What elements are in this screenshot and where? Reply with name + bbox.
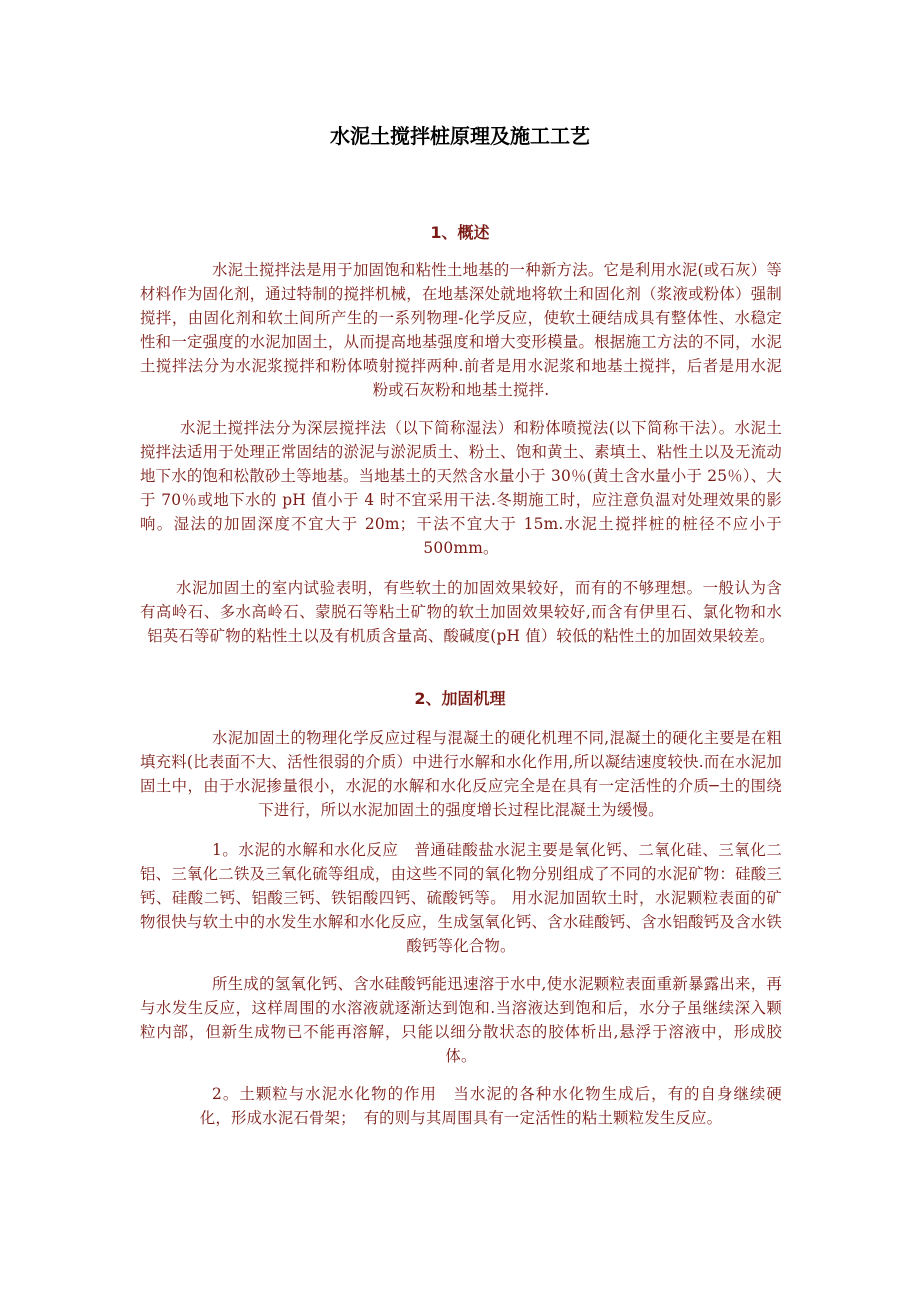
paragraph-overview-2: 水泥土搅拌法分为深层搅拌法（以下简称湿法）和粉体喷搅法(以下简称干法）。水泥土搅拌法适用于处理正常固结的淤泥与淤泥质土、粉土、饱和黄土、素填土、粘性土以及无流动地下水的饱和松散砂土等地基。当地基土的天然含水量小于 30％(黄土含水量小于 25％）、大于 70％或地下水的 pH 值小于 4 时不宜采用干法.冬期施工时，应注意负温对处理效果的影响。湿法的加固深度不宜大于 20m；干法不宜大于 15m.水泥土搅拌桩的桩径不应小于 500mm。 — [140, 419, 782, 557]
paragraph-mechanism-3: 所生成的氢氧化钙、含水硅酸钙能迅速溶于水中,使水泥颗粒表面重新暴露出来，再与水发生反应，这样周围的水溶液就逐渐达到饱和.当溶液达到饱和后，水分子虽继续深入颗粒内部，但新生成物已不能再溶解，只能以细分散状态的胶体析出,悬浮于溶液中，形成胶体。 — [140, 975, 782, 1065]
section-heading-mechanism: 2、加固机理 — [414, 689, 506, 708]
page-title: 水泥土搅拌桩原理及施工工艺 — [330, 124, 590, 148]
paragraph-overview-3: 水泥加固土的室内试验表明，有些软土的加固效果较好，而有的不够理想。一般认为含有高岭石、多水高岭石、蒙脱石等粘土矿物的软土加固效果较好,而含有伊里石、氯化物和水铝英石等矿物的粘性土以及有机质含量高、酸碱度(pH 值）较低的粘性土的加固效果较差。 — [140, 579, 782, 645]
paragraph-mechanism-2: 1。水泥的水解和水化反应 普通硅酸盐水泥主要是氧化钙、二氧化硅、三氧化二铝、三氧化二铁及三氧化硫等组成，由这些不同的氧化物分别组成了不同的水泥矿物：硅酸三钙、硅酸二钙、铝酸三钙、铁铝酸四钙、硫酸钙等。 用水泥加固软土时，水泥颗粒表面的矿物很快与软土中的水发生水解和水化反应，生成氢氧化钙、含水硅酸钙、含水铝酸钙及含水铁酸钙等化合物。 — [140, 841, 782, 955]
section-heading-overview: 1、概述 — [430, 223, 490, 242]
paragraph-mechanism-4: 2。土颗粒与水泥水化物的作用 当水泥的各种水化物生成后，有的自身继续硬化，形成水泥石骨架； 有的则与其周围具有一定活性的粘土颗粒发生反应。 — [199, 1085, 782, 1127]
paragraph-overview-1: 水泥土搅拌法是用于加固饱和粘性土地基的一种新方法。它是利用水泥(或石灰）等材料作为固化剂，通过特制的搅拌机械，在地基深处就地将软土和固化剂（浆液或粉体）强制搅拌，由固化剂和软土间所产生的一系列物理-化学反应，使软土硬结成具有整体性、水稳定性和一定强度的水泥加固土，从而提高地基强度和增大变形模量。根据施工方法的不同，水泥土搅拌法分为水泥浆搅拌和粉体喷射搅拌两种.前者是用水泥浆和地基土搅拌，后者是用水泥粉或石灰粉和地基土搅拌. — [140, 261, 782, 399]
paragraph-mechanism-1: 水泥加固土的物理化学反应过程与混凝土的硬化机理不同,混凝土的硬化主要是在粗填充料(比表面不大、活性很弱的介质）中进行水解和水化作用,所以凝结速度较快.而在水泥加固土中，由于水泥掺量很小，水泥的水解和水化反应完全是在具有一定活性的介质─土的围绕下进行，所以水泥加固土的强度增长过程比混凝土为缓慢。 — [140, 729, 782, 819]
